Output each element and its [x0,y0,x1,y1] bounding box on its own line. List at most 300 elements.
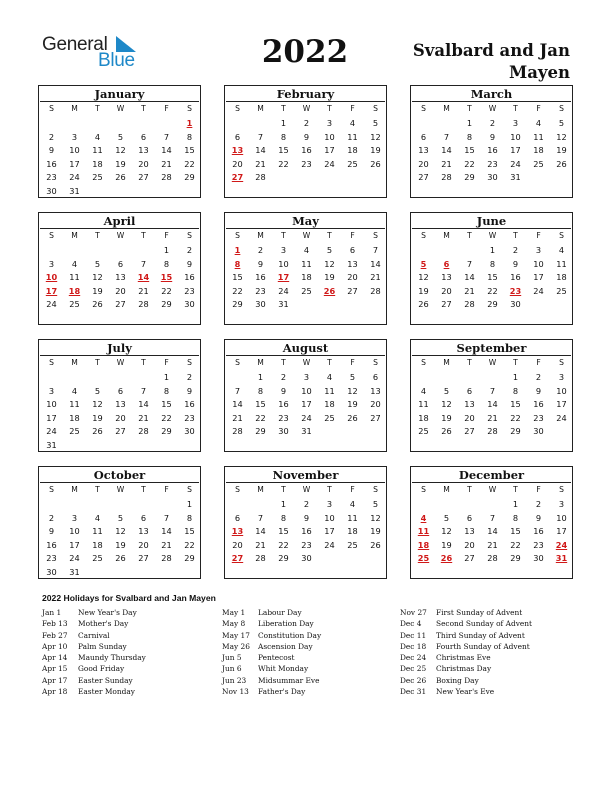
day-cell: 9 [489,131,496,142]
day-cell: 11 [92,526,103,537]
day-cell: 13 [441,272,452,283]
weekday-header: T [141,485,146,494]
day-cell: 29 [510,553,521,564]
day-cell: 5 [558,118,565,128]
day-cell: 16 [255,272,266,283]
weekday-header: T [327,358,332,367]
day-cell: 28 [138,426,149,437]
holiday-name: Maundy Thursday [78,653,146,663]
holiday-name: Easter Sunday [78,675,133,685]
month-september [410,339,573,452]
holiday-name: Third Sunday of Advent [436,630,525,640]
day-cell: 18 [324,399,335,410]
day-cell: 17 [556,399,567,410]
day-cell: 23 [46,172,57,183]
day-cell: 8 [489,258,496,269]
day-cell: 3 [326,118,333,128]
day-cell: 4 [326,372,333,382]
day-cell: 3 [558,372,565,382]
weekday-header: T [513,485,518,494]
weekday-header: S [235,485,240,494]
holiday-list-item [400,630,580,641]
month-april [38,212,201,325]
holiday-name: Boxing Day [436,675,479,685]
day-cell: 25 [533,158,544,169]
day-cell: 19 [92,285,103,296]
day-cell: 3 [303,372,310,382]
day-cell: 3 [535,245,542,255]
weekday-header: S [187,358,192,367]
day-cell: 5 [117,512,124,523]
day-cell: 8 [280,512,287,523]
day-cell: 14 [255,526,266,537]
day-cell: 20 [115,285,126,296]
day-cell: 5 [94,258,101,269]
weekday-header: S [559,358,564,367]
day-cell: 4 [349,499,356,509]
holiday-date: Apr 10 [42,641,68,651]
holiday-date: Dec 4 [400,619,422,629]
weekday-header: T [281,358,286,367]
weekday-header: T [141,104,146,113]
holiday-list-item [42,663,222,674]
weekday-header: T [95,358,100,367]
holiday-list-item [222,641,402,652]
day-cell: 6 [140,131,147,142]
day-cell: 30 [255,299,266,310]
day-cell: 1 [163,245,170,255]
weekday-header: M [443,104,450,113]
day-cell: 24 [46,299,57,310]
day-cell: 28 [441,172,452,183]
day-cell: 22 [161,285,172,296]
day-cell: 16 [46,539,57,550]
holiday-date: Dec 11 [400,630,427,640]
day-cell: 22 [464,158,475,169]
day-cell: 7 [140,258,147,269]
holiday-date: Feb 27 [42,630,68,640]
day-cell: 19 [370,526,381,537]
holiday-name: Midsummar Eve [258,675,320,685]
day-cell: 2 [186,372,193,382]
day-cell: 15 [510,526,521,537]
day-cell: 17 [324,526,335,537]
day-cell: 16 [184,399,195,410]
day-cell: 10 [510,131,521,142]
day-cell: 25 [92,553,103,564]
day-cell: 26 [370,539,381,550]
holiday-day-cell: 26 [440,553,453,564]
day-cell: 2 [48,131,55,142]
day-cell: 20 [115,412,126,423]
holiday-day-cell: 8 [234,258,241,269]
day-cell: 18 [556,272,567,283]
day-cell: 26 [347,412,358,423]
day-cell: 9 [186,385,193,396]
day-cell: 3 [71,131,78,142]
day-cell: 6 [420,131,427,142]
weekday-header: F [164,358,169,367]
day-cell: 8 [512,512,519,523]
weekday-header: S [373,104,378,113]
day-cell: 23 [533,539,544,550]
weekday-header: F [350,231,355,240]
day-cell: 9 [303,131,310,142]
day-cell: 31 [278,299,289,310]
day-cell: 3 [71,512,78,523]
day-cell: 13 [370,385,381,396]
day-cell: 15 [278,526,289,537]
month-december [410,466,573,579]
weekday-header: S [235,104,240,113]
day-cell: 27 [347,285,358,296]
holiday-date: Jun 23 [222,675,247,685]
holiday-date: May 17 [222,630,250,640]
day-cell: 8 [257,385,264,396]
day-cell: 12 [441,399,452,410]
holiday-list-item [42,630,222,641]
holiday-date: Nov 13 [222,687,249,697]
weekday-header: F [164,485,169,494]
day-cell: 8 [466,131,473,142]
day-cell: 6 [466,385,473,396]
holiday-list-item [42,652,222,663]
day-cell: 29 [510,426,521,437]
day-cell: 20 [370,399,381,410]
day-cell: 16 [184,272,195,283]
day-cell: 15 [278,145,289,156]
day-cell: 12 [441,526,452,537]
day-cell: 30 [46,567,57,577]
day-cell: 28 [255,172,266,183]
holiday-name: First Sunday of Advent [436,608,523,617]
day-cell: 12 [370,131,381,142]
day-cell: 7 [443,131,450,142]
day-cell: 13 [418,145,429,156]
month-january [38,85,201,198]
day-cell: 17 [301,399,312,410]
day-cell: 10 [533,258,544,269]
day-cell: 20 [418,158,429,169]
weekday-header: F [350,485,355,494]
day-cell: 11 [69,399,80,410]
day-cell: 18 [533,145,544,156]
weekday-header: W [116,485,125,494]
day-cell: 7 [257,512,264,523]
day-cell: 26 [556,158,567,169]
holiday-list-item [400,663,580,674]
holiday-list-item [42,618,222,629]
holiday-date: Apr 14 [42,653,68,663]
day-cell: 22 [255,412,266,423]
day-cell: 16 [487,145,498,156]
weekday-header: T [467,485,472,494]
day-cell: 1 [257,372,264,382]
day-cell: 18 [347,526,358,537]
day-cell: 27 [418,172,429,183]
weekday-header: W [302,358,311,367]
day-cell: 19 [347,399,358,410]
day-cell: 3 [558,499,565,509]
day-cell: 3 [280,245,287,255]
holiday-column-1 [42,607,222,697]
day-cell: 11 [556,258,567,269]
day-cell: 9 [257,258,264,269]
day-cell: 28 [487,553,498,564]
holiday-day-cell: 27 [231,553,244,564]
day-cell: 18 [418,412,429,423]
day-cell: 25 [324,412,335,423]
weekday-header: S [49,358,54,367]
day-cell: 30 [510,299,521,310]
day-cell: 5 [372,499,379,509]
day-cell: 25 [418,426,429,437]
weekday-header: S [373,485,378,494]
day-cell: 15 [184,145,195,156]
holiday-name: Pentecost [258,653,295,663]
day-cell: 14 [161,526,172,537]
day-cell: 22 [278,539,289,550]
logo-text-general: General [42,34,108,55]
day-cell: 24 [510,158,521,169]
day-cell: 19 [441,412,452,423]
weekday-header: T [141,358,146,367]
day-cell: 1 [512,372,519,382]
day-cell: 12 [347,385,358,396]
day-cell: 15 [487,272,498,283]
holiday-list-item [400,686,580,697]
month-march [410,85,573,198]
day-cell: 17 [69,158,80,169]
day-cell: 6 [466,512,473,523]
day-cell: 4 [349,118,356,128]
day-cell: 26 [418,299,429,310]
holiday-date: Feb 13 [42,619,68,629]
day-cell: 4 [303,245,310,255]
day-cell: 15 [255,399,266,410]
day-cell: 21 [370,272,381,283]
day-cell: 19 [556,145,567,156]
holiday-name: Good Friday [78,664,125,674]
weekday-header: W [302,104,311,113]
month-november [224,466,387,579]
day-cell: 2 [535,372,542,382]
month-name: September [456,341,527,355]
month-august [224,339,387,452]
day-cell: 5 [443,385,450,396]
day-cell: 12 [324,258,335,269]
day-cell: 2 [48,512,55,523]
holiday-name: Carnival [78,630,110,640]
day-cell: 2 [512,245,519,255]
month-name: October [93,468,146,482]
holiday-date: Jan 1 [42,608,62,617]
holiday-day-cell: 15 [160,272,173,283]
weekday-header: W [116,358,125,367]
holiday-list-item [400,641,580,652]
holiday-name: Second Sunday of Advent [436,619,532,629]
weekday-header: F [536,485,541,494]
day-cell: 6 [234,512,241,523]
day-cell: 27 [464,426,475,437]
holiday-day-cell: 13 [231,526,244,537]
day-cell: 11 [301,258,312,269]
holiday-day-cell: 5 [420,258,427,269]
day-cell: 19 [418,285,429,296]
day-cell: 21 [487,412,498,423]
day-cell: 22 [487,285,498,296]
day-cell: 8 [280,131,287,142]
day-cell: 27 [464,553,475,564]
day-cell: 18 [69,412,80,423]
day-cell: 23 [278,412,289,423]
day-cell: 14 [255,145,266,156]
day-cell: 7 [372,245,379,255]
day-cell: 25 [347,539,358,550]
weekday-header: T [141,231,146,240]
holiday-name: Whit Monday [258,664,309,674]
weekday-header: M [443,358,450,367]
holiday-day-cell: 23 [509,285,522,296]
weekday-header: F [164,104,169,113]
holiday-day-cell: 4 [420,512,427,523]
day-cell: 28 [464,299,475,310]
day-cell: 9 [535,385,542,396]
weekday-header: W [116,104,125,113]
day-cell: 27 [441,299,452,310]
holiday-day-cell: 6 [443,258,450,269]
holiday-date: Dec 18 [400,641,427,651]
day-cell: 11 [347,131,358,142]
holiday-date: Jun 6 [222,664,242,674]
day-cell: 12 [92,272,103,283]
day-cell: 27 [370,412,381,423]
weekday-header: S [421,231,426,240]
day-cell: 13 [347,258,358,269]
day-cell: 28 [487,426,498,437]
day-cell: 21 [255,539,266,550]
holiday-date: Apr 15 [42,664,68,674]
day-cell: 11 [347,512,358,523]
day-cell: 11 [69,272,80,283]
month-may [224,212,387,325]
holiday-date: Apr 18 [42,687,68,697]
day-cell: 27 [115,299,126,310]
day-cell: 9 [512,258,519,269]
day-cell: 1 [512,499,519,509]
day-cell: 5 [117,131,124,142]
day-cell: 5 [349,372,356,382]
day-cell: 25 [92,172,103,183]
holiday-day-cell: 24 [555,539,568,550]
day-cell: 29 [232,299,243,310]
day-cell: 30 [533,553,544,564]
holiday-name: Liberation Day [258,619,314,629]
weekday-header: T [327,104,332,113]
day-cell: 1 [280,499,287,509]
day-cell: 18 [301,272,312,283]
day-cell: 21 [232,412,243,423]
day-cell: 4 [535,118,542,128]
weekday-header: W [116,231,125,240]
day-cell: 15 [464,145,475,156]
weekday-header: S [421,485,426,494]
day-cell: 17 [324,145,335,156]
day-cell: 31 [510,172,521,183]
day-cell: 13 [464,399,475,410]
holiday-list-item [222,607,402,618]
day-cell: 24 [301,412,312,423]
weekday-header: T [327,231,332,240]
holiday-date: May 26 [222,641,250,651]
day-cell: 31 [69,567,80,577]
day-cell: 2 [303,118,310,128]
day-cell: 19 [324,272,335,283]
day-cell: 4 [71,385,78,396]
weekday-header: F [536,104,541,113]
day-cell: 29 [161,426,172,437]
weekday-header: S [235,231,240,240]
holiday-date: Apr 17 [42,675,68,685]
weekday-header: M [443,485,450,494]
day-cell: 10 [324,131,335,142]
day-cell: 17 [533,272,544,283]
day-cell: 27 [138,172,149,183]
holiday-list-item [222,663,402,674]
day-cell: 21 [161,539,172,550]
day-cell: 26 [115,553,126,564]
day-cell: 11 [92,145,103,156]
day-cell: 23 [255,285,266,296]
months-grid [38,85,575,585]
holiday-date: Dec 25 [400,664,427,674]
day-cell: 20 [232,158,243,169]
day-cell: 13 [115,272,126,283]
day-cell: 23 [184,412,195,423]
day-cell: 23 [487,158,498,169]
holiday-list-item [42,641,222,652]
day-cell: 15 [232,272,243,283]
day-cell: 10 [556,512,567,523]
weekday-header: W [488,104,497,113]
holiday-name: Mother's Day [78,619,129,629]
day-cell: 29 [278,553,289,564]
day-cell: 18 [92,539,103,550]
day-cell: 1 [280,118,287,128]
holiday-date: May 1 [222,608,246,617]
weekday-header: W [302,231,311,240]
month-name: November [272,468,339,482]
day-cell: 30 [301,553,312,564]
day-cell: 16 [46,158,57,169]
day-cell: 20 [138,158,149,169]
day-cell: 26 [92,426,103,437]
weekday-header: S [49,231,54,240]
day-cell: 1 [186,499,193,509]
day-cell: 17 [69,539,80,550]
day-cell: 10 [301,385,312,396]
weekday-header: S [373,358,378,367]
weekday-header: M [71,104,78,113]
day-cell: 22 [510,412,521,423]
day-cell: 7 [489,512,496,523]
holiday-name: Ascension Day [258,641,313,651]
day-cell: 8 [186,512,193,523]
day-cell: 19 [92,412,103,423]
weekday-header: M [257,231,264,240]
holiday-day-cell: 17 [45,285,58,296]
day-cell: 26 [370,158,381,169]
